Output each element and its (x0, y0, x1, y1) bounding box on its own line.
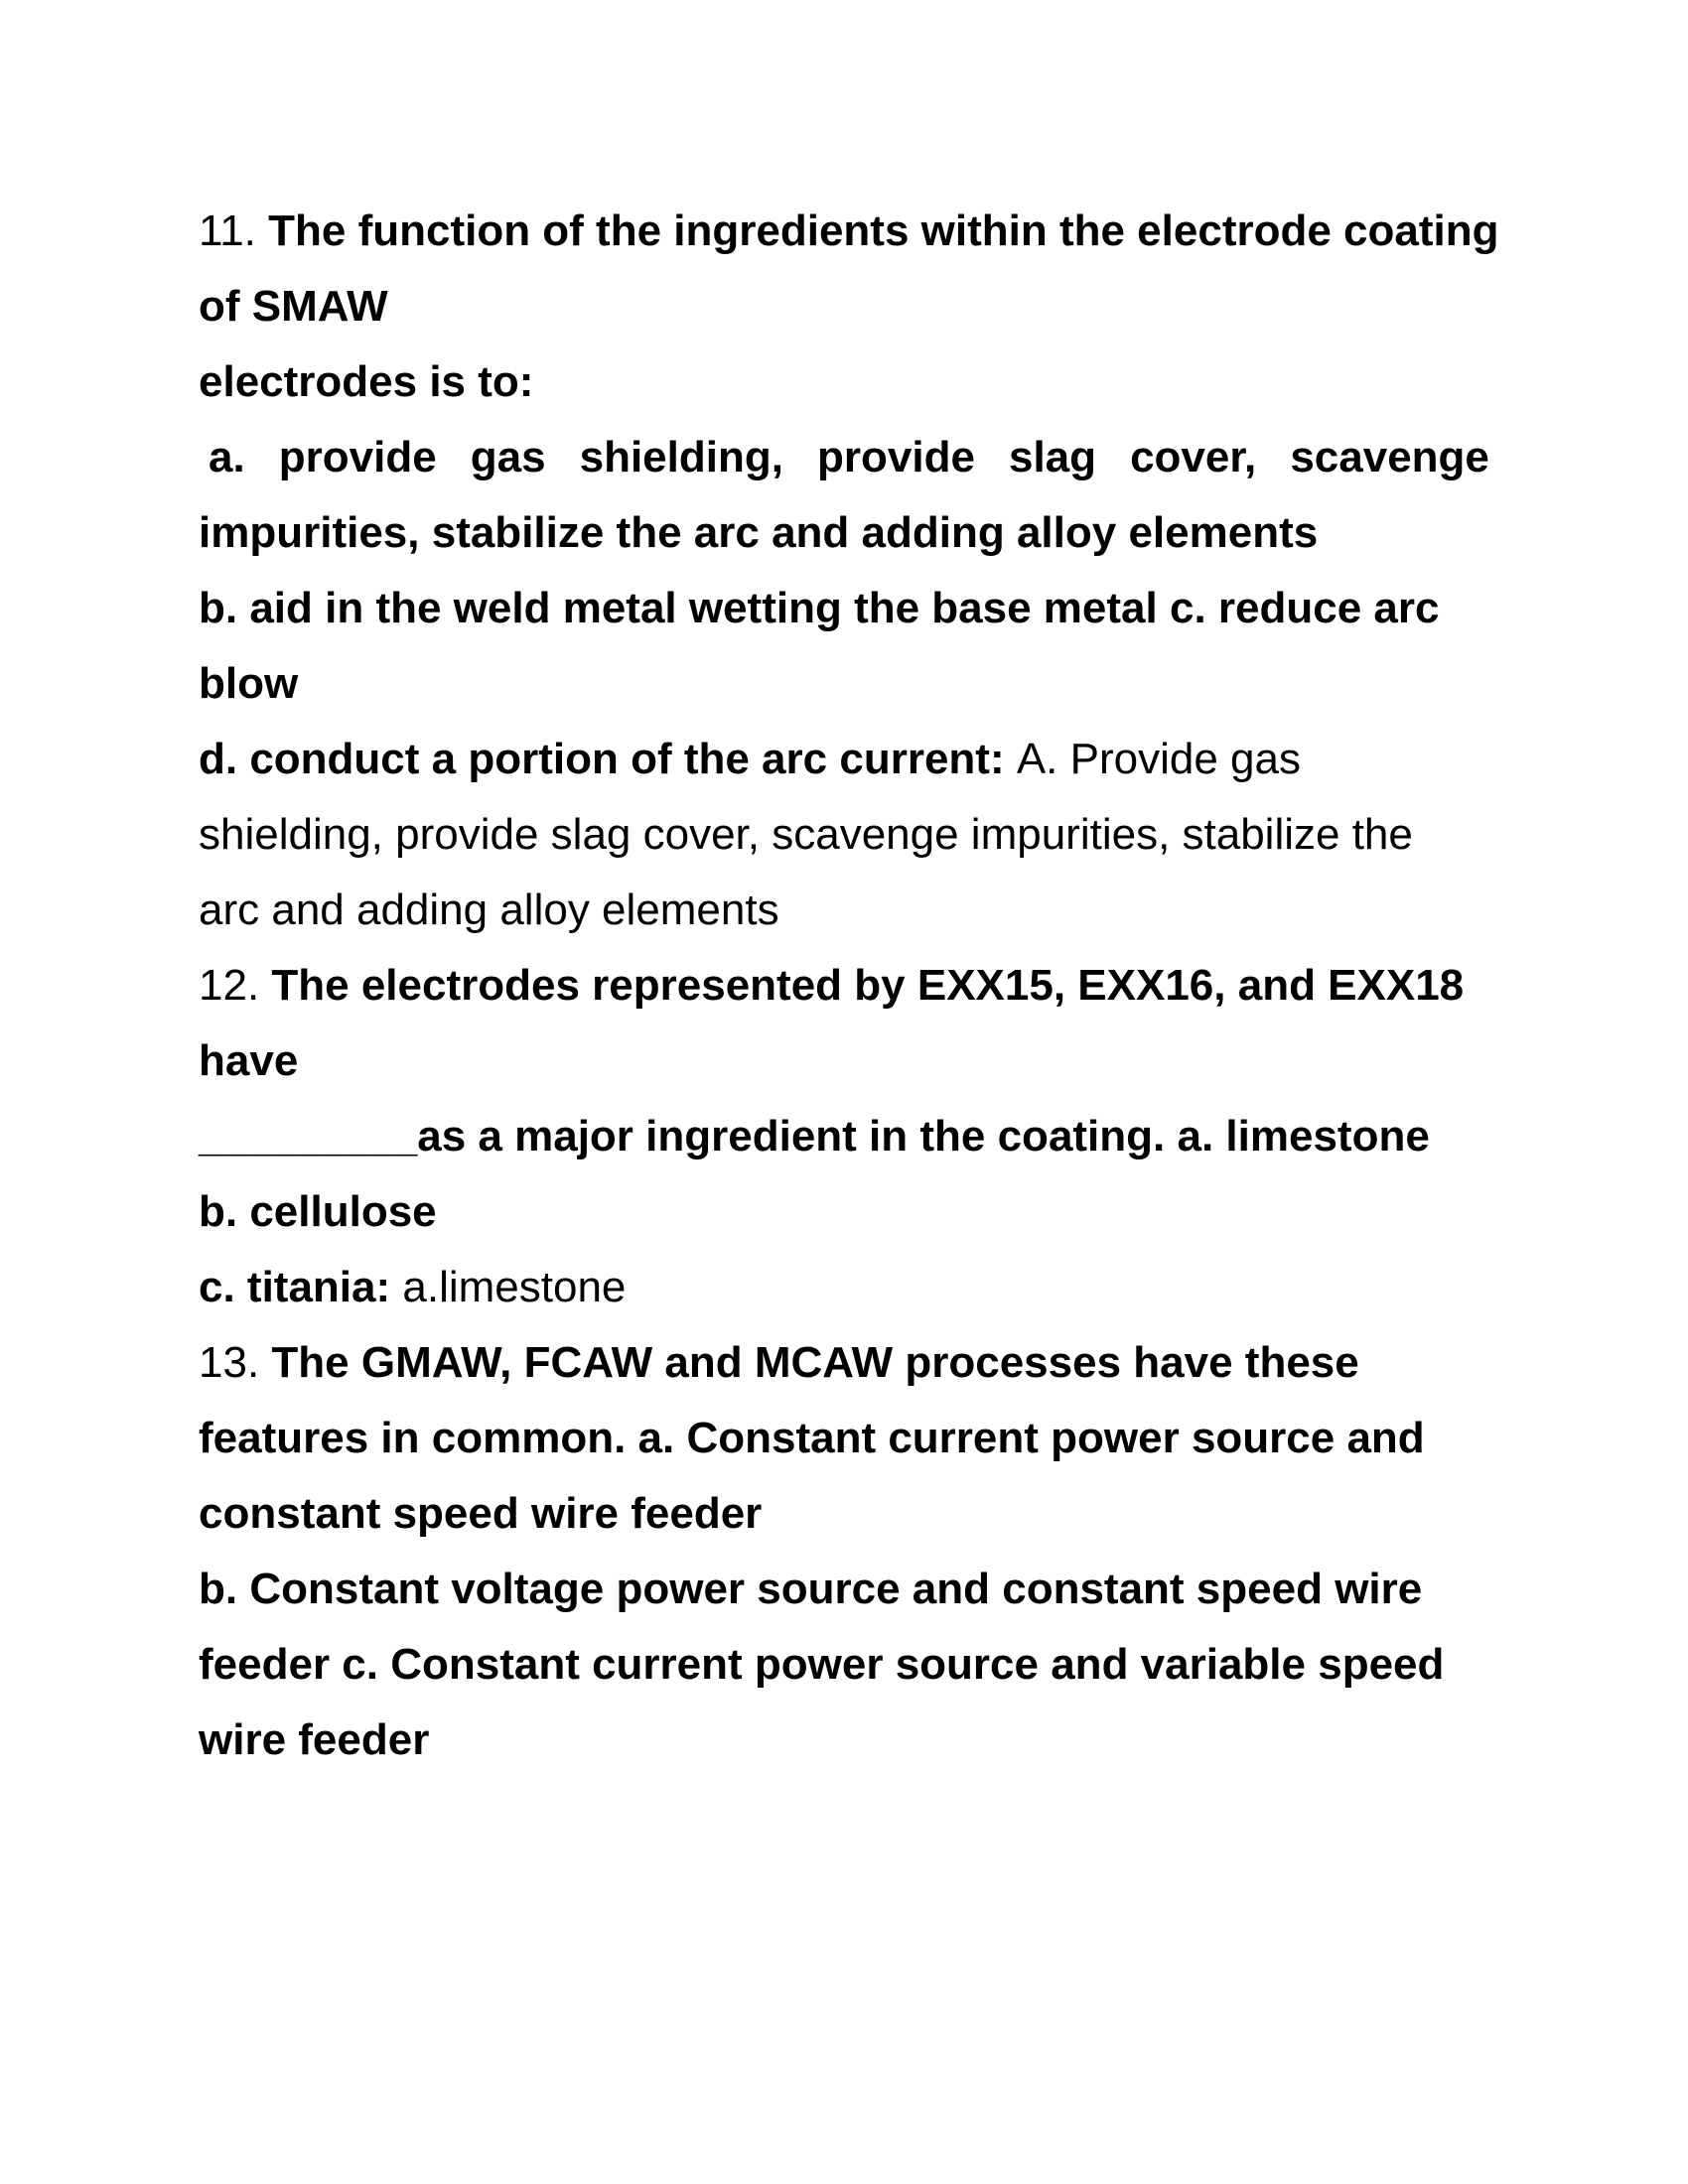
q12-line-3 (199, 1099, 1489, 1174)
q11-answer: shielding, provide slag cover, scavenge impurities, stabilize the (199, 810, 1413, 859)
q11-answer-line-3 (199, 873, 1489, 948)
word: gas (470, 433, 546, 481)
word: shielding, (579, 433, 783, 481)
q11-question-text: of SMAW (199, 282, 388, 331)
q11-option-d-line (199, 722, 1489, 797)
word: provide (278, 433, 437, 481)
q11-question-text: The function of the ingredients within the electrode coating (268, 206, 1499, 255)
q12-question-text: The electrodes represented by EXX15, EXX16, and EXX18 (271, 961, 1465, 1010)
q13-question-text: The GMAW, FCAW and MCAW processes have these (271, 1338, 1359, 1387)
q12-option-text: c. titania: (199, 1263, 403, 1311)
q11-option-text: d. conduct a portion of the arc current: (199, 735, 1017, 783)
q13-line-6 (199, 1703, 1489, 1778)
document-page (199, 194, 1499, 1778)
q11-answer: A. Provide gas (1016, 735, 1301, 783)
q13-option-text: feeder c. Constant current power source and variable speed (199, 1640, 1445, 1689)
q13-option-text: b. Constant voltage power source and constant speed wire (199, 1565, 1423, 1613)
q11-option-text: impurities, stabilize the arc and adding alloy elements (199, 508, 1319, 557)
q11-option-text: b. aid in the weld metal wetting the base metal c. reduce arc (199, 584, 1440, 632)
q11-option-text: blow (199, 659, 299, 708)
q11-option-c-line (199, 646, 1489, 722)
q11-question-text: electrodes is to: (199, 357, 534, 406)
q13-line-1 (199, 1325, 1489, 1401)
q13-line-3 (199, 1476, 1489, 1552)
q12-option-b-line (199, 1174, 1489, 1250)
q11-answer: arc and adding alloy elements (199, 886, 779, 934)
q13-option-text: wire feeder (199, 1715, 430, 1764)
q13-line-5 (199, 1627, 1489, 1703)
q11-option-a-line-2 (199, 495, 1489, 571)
q11-line-1 (199, 194, 1499, 269)
q11-option-b-line (199, 571, 1489, 646)
q11-answer-line-2 (199, 797, 1489, 873)
q12-line-2 (199, 1024, 1489, 1099)
word: a. (209, 433, 245, 481)
q12-question-text: have (199, 1036, 299, 1085)
q12-option-text: b. cellulose (199, 1187, 437, 1236)
q12-number: 12. (199, 961, 272, 1010)
q12-answer: a.limestone (402, 1263, 627, 1311)
q12-line-1 (199, 948, 1489, 1024)
q11-line-3 (199, 344, 1489, 420)
q13-line-4 (199, 1552, 1489, 1627)
q13-number: 13. (199, 1338, 272, 1387)
q12-question-text: _________as a major ingredient in the coating. a. limestone (199, 1112, 1430, 1160)
q11-line-2 (199, 269, 1489, 344)
q11-number: 11. (199, 206, 269, 255)
word: scavenge (1290, 433, 1489, 481)
q11-option-a-line-1 (199, 420, 1489, 495)
q13-option-text: constant speed wire feeder (199, 1489, 763, 1538)
word: provide (817, 433, 975, 481)
word: cover, (1130, 433, 1257, 481)
q13-question-text: features in common. a. Constant current power source and (199, 1414, 1425, 1462)
word: slag (1008, 433, 1097, 481)
q12-option-c-line (199, 1250, 1489, 1325)
q13-line-2 (199, 1401, 1489, 1476)
